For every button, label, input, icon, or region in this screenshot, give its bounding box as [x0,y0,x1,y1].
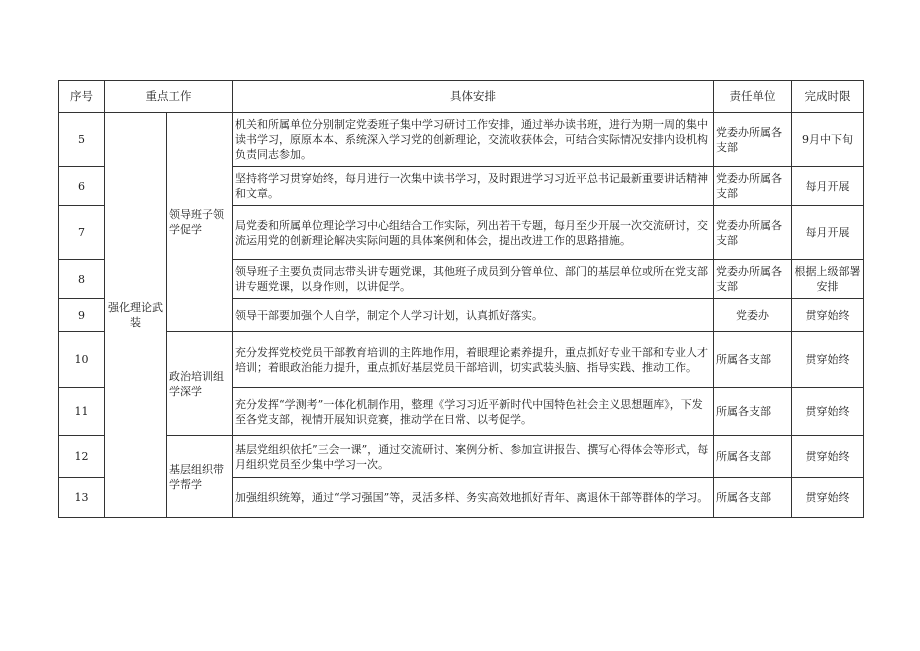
row-unit: 所属各支部 [714,436,792,478]
row-deadline: 贯穿始终 [792,436,864,478]
row-seq: 9 [59,299,105,332]
row-detail: 充分发挥“学测考”一体化机制作用，整理《学习习近平新时代中国特色社会主义思想题库》，下发至各党支部，视情开展知识竞赛，推动学在日常、以考促学。 [233,388,714,436]
row-detail: 基层党组织依托”三会一课”，通过交流研讨、案例分析、参加宣讲报告、撰写心得体会等形式，每月组织党员至少集中学习一次。 [233,436,714,478]
row-seq: 8 [59,260,105,299]
work-plan-table [58,80,864,518]
row-deadline: 9月中下旬 [792,113,864,167]
row-deadline: 贯穿始终 [792,478,864,518]
header-deadline: 完成时限 [792,81,864,113]
group-cell: 政治培训组学深学 [167,332,233,436]
row-deadline: 贯穿始终 [792,388,864,436]
row-detail: 加强组织统筹，通过“学习强国”等，灵活多样、务实高效地抓好青年、离退休干部等群体的学习。 [233,478,714,518]
row-detail: 机关和所属单位分别制定党委班子集中学习研讨工作安排，通过举办读书班，进行为期一周的集中读书学习，原原本本、系统深入学习党的创新理论，交流收获体会，可结合实际情况安排内设机构负责同志参加。 [233,113,714,167]
header-arrangement: 具体安排 [233,81,714,113]
row-unit: 党委办所属各支部 [714,113,792,167]
row-deadline: 贯穿始终 [792,332,864,388]
row-detail: 充分发挥党校党员干部教育培训的主阵地作用，着眼理论素养提升，重点抓好专业干部和专业人才培训；着眼政治能力提升，重点抓好基层党员干部培训，切实武装头脑、指导实践、推动工作。 [233,332,714,388]
row-seq: 5 [59,113,105,167]
row-seq: 7 [59,206,105,260]
group-cell: 领导班子领学促学 [167,113,233,332]
header-key-work: 重点工作 [105,81,233,113]
row-seq: 13 [59,478,105,518]
row-unit: 所属各支部 [714,388,792,436]
row-unit: 党委办 [714,299,792,332]
table-row [59,113,864,167]
row-unit: 党委办所属各支部 [714,260,792,299]
table-header-row [59,81,864,113]
row-seq: 10 [59,332,105,388]
row-unit: 党委办所属各支部 [714,206,792,260]
header-seq: 序号 [59,81,105,113]
row-seq: 11 [59,388,105,436]
row-deadline: 根据上级部署安排 [792,260,864,299]
table-row [59,332,864,388]
header-unit: 责任单位 [714,81,792,113]
row-deadline: 每月开展 [792,167,864,206]
row-detail: 领导干部要加强个人自学，制定个人学习计划，认真抓好落实。 [233,299,714,332]
row-unit: 所属各支部 [714,332,792,388]
row-seq: 12 [59,436,105,478]
row-seq: 6 [59,167,105,206]
group-cell: 基层组织带学帮学 [167,436,233,518]
category-cell: 强化理论武装 [105,113,167,518]
row-deadline: 贯穿始终 [792,299,864,332]
row-detail: 局党委和所属单位理论学习中心组结合工作实际，列出若干专题，每月至少开展一次交流研讨，交流运用党的创新理论解决实际问题的具体案例和体会，提出改进工作的思路措施。 [233,206,714,260]
table-row [59,436,864,478]
row-deadline: 每月开展 [792,206,864,260]
row-unit: 党委办所属各支部 [714,167,792,206]
row-detail: 坚持将学习贯穿始终，每月进行一次集中读书学习，及时跟进学习习近平总书记最新重要讲话精神和文章。 [233,167,714,206]
row-unit: 所属各支部 [714,478,792,518]
row-detail: 领导班子主要负责同志带头讲专题党课，其他班子成员到分管单位、部门的基层单位或所在党支部讲专题党课，以身作则，以讲促学。 [233,260,714,299]
